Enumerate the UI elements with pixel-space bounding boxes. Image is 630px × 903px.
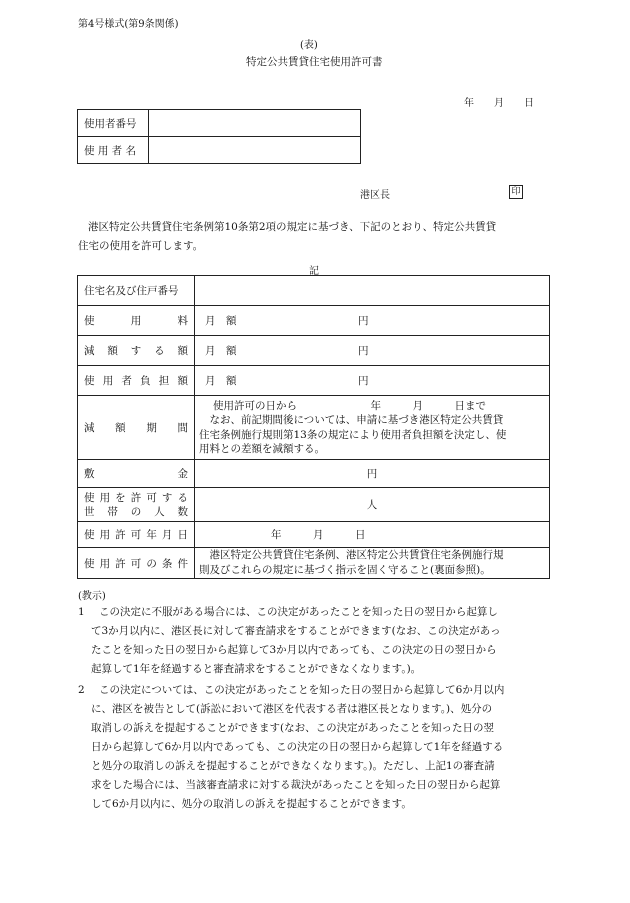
user-table [77,109,361,164]
instruction-line: して6か月以内に、処分の取消しの訴えを提起することができます。 [91,798,412,810]
user-number-label: 使用者番号 [78,110,149,137]
row-label: 使用料 [78,306,195,336]
user-number-field[interactable] [149,110,361,137]
user-burden-field[interactable] [195,366,550,396]
instruction-line: 起算して1年を経過すると審査請求をすることができなくなります。)。 [91,663,422,675]
instruction-line: 求をした場合には、当該審査請求に対する裁決があったことを知った日の翌日から起算 [91,779,501,791]
table-row [78,306,550,336]
yen-unit: 円 [358,315,369,327]
yen-unit: 円 [358,345,369,357]
instruction-line: 取消しの訴えを提起することができます(なお、この決定があったことを知った日の翌 [91,722,494,734]
instruction-line: と処分の取消しの訴えを提起することができなくなります。)。ただし、上記1の審査請 [91,760,495,772]
household-count-field[interactable] [195,488,550,522]
row-label-line: 使用を許可する [84,491,188,504]
row-label: 使用者負担額 [78,366,195,396]
row-label: 減額する額 [78,336,195,366]
instruction-line: て3か月以内に、港区長に対して審査請求をすることができます(なお、この決定があっ [91,625,501,637]
instruction-heading: (教示) [78,591,106,602]
permit-date-field[interactable]: 年 月 日 [195,522,550,548]
monthly-label: 月 額 [205,345,237,357]
row-label: 敷金 [78,460,195,488]
yen-unit: 円 [366,468,378,480]
period-line: 使用許可の日から 年 月 日まで [213,399,486,412]
instruction-item-2 [78,681,504,814]
table-row [78,276,550,306]
table-row [78,548,550,579]
row-label [78,488,195,522]
instruction-line: に、港区を被告として(訴訟において港区を代表する者は港区長となります。)、処分の [91,703,493,715]
form-number: 第4号様式(第9条関係) [78,19,179,30]
row-label: 使用許可の条件 [78,548,195,579]
table-row [78,366,550,396]
table-row [78,488,550,522]
instruction-line: 日から起算して6か月以内であっても、この決定の日の翌日から起算して1年を経過する [91,741,504,753]
row-label: 減額期間 [78,396,195,460]
row-label: 住宅名及び住戸番号 [78,276,195,306]
monthly-label: 月 額 [205,375,237,387]
permit-conditions-field [195,548,550,579]
user-name-field[interactable] [149,137,361,164]
document-title: 特定公共賃貸住宅使用許可書 [246,56,383,68]
seal-mark: 印 [509,185,523,199]
reduction-period-field[interactable] [195,396,550,460]
row-label: 使用許可年月日 [78,522,195,548]
intro-line-2: 住宅の使用を許可します。 [78,240,204,252]
table-row [78,336,550,366]
table-row [78,522,550,548]
item-number: 1 [78,606,85,618]
monthly-label: 月 額 [205,315,237,327]
yen-unit: 円 [358,375,369,387]
period-note-line: 用料との差額を減額する。 [199,443,325,455]
period-note-line: 住宅条例施行規則第13条の規定により使用者負担額を決定し、使 [199,428,507,441]
permit-details-table [77,275,550,579]
intro-paragraph [78,218,496,256]
item-number: 2 [78,684,85,696]
instruction-line: たことを知った日の翌日から起算して3か月以内であっても、この決定の日の翌日から [91,644,497,656]
deposit-field[interactable] [195,460,550,488]
table-row [78,460,550,488]
note-heading: 記 [309,266,319,277]
row-label-line: 世帯の人数 [84,505,188,518]
issuer-label: 港区長 [360,190,390,201]
table-row [78,396,550,460]
conditions-line: 則及びこれらの規定に基づく指示を固く守ること(裏面参照)。 [199,564,491,576]
person-unit: 人 [366,499,378,511]
instruction-line: この決定については、この決定があったことを知った日の翌日から起算して6か月以内 [99,684,505,696]
conditions-line: 港区特定公共賃貸住宅条例、港区特定公共賃貸住宅条例施行規 [199,549,504,561]
side-indicator: (表) [300,40,318,51]
period-note-line: なお、前記期間後については、申請に基づき港区特定公共賃貸 [199,414,504,426]
instruction-line: この決定に不服がある場合には、この決定があったことを知った日の翌日から起算し [99,606,498,618]
instruction-item-1 [78,603,501,679]
intro-line-1: 港区特定公共賃貸住宅条例第10条第2項の規定に基づき、下記のとおり、特定公共賃貸 [88,221,497,233]
date-line: 年 月 日 [464,98,534,109]
user-name-label: 使 用 者 名 [78,137,149,164]
housing-name-field[interactable] [195,276,550,306]
reduction-amount-field[interactable] [195,336,550,366]
rent-field[interactable] [195,306,550,336]
